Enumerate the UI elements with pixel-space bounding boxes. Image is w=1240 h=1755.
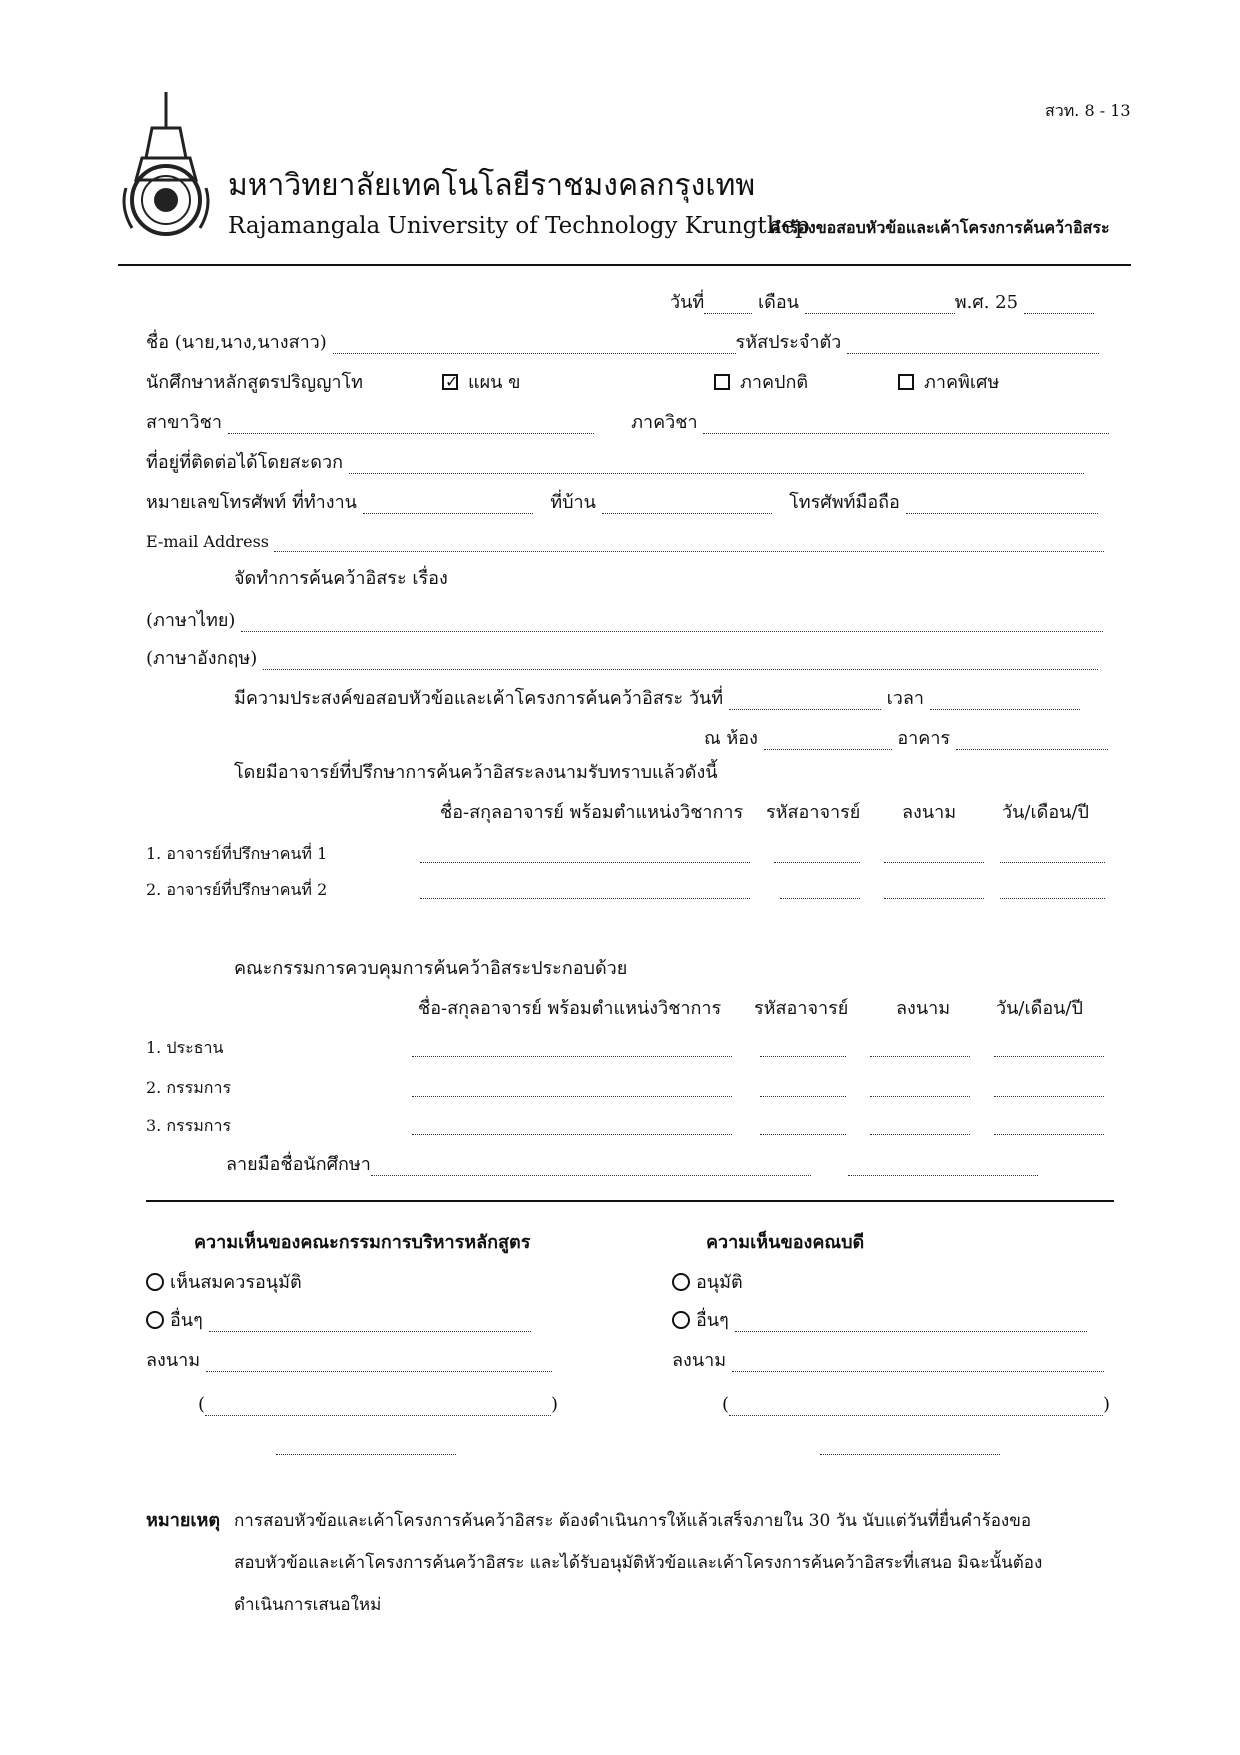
student-id-label: รหัสประจำตัว — [735, 332, 842, 353]
curriculum-committee-title: ความเห็นของคณะกรรมการบริหารหลักสูตร — [194, 1232, 531, 1253]
email-label: E-mail Address — [146, 532, 269, 551]
right-date-field[interactable] — [820, 1438, 1000, 1455]
room-label: ณ ห้อง — [704, 728, 758, 749]
note-line-2: สอบหัวข้อและเค้าโครงการค้นคว้าอิสระ และได้รับอนุมัติหัวข้อและเค้าโครงการค้นคว้าอิสระที่เสนอ มิฉะนั้นต้อง — [234, 1553, 1043, 1573]
committee-2-sign-field[interactable] — [870, 1080, 970, 1097]
regular-checkbox[interactable] — [714, 374, 730, 390]
regular-label: ภาคปกติ — [740, 372, 809, 393]
advisor-row-1: 1. อาจารย์ที่ปรึกษาคนที่ 1 — [146, 844, 328, 863]
committee-header-date: วัน/เดือน/ปี — [996, 998, 1083, 1019]
month-field[interactable] — [805, 297, 955, 314]
plan-b-option[interactable] — [442, 372, 520, 394]
right-other-radio[interactable] — [672, 1311, 690, 1329]
advisor-1-name-field[interactable] — [420, 846, 750, 863]
department-label: ภาควิชา — [631, 412, 698, 433]
name-label: ชื่อ (นาย,นาง,นางสาว) — [146, 332, 327, 353]
advisors-header-sign: ลงนาม — [902, 802, 957, 823]
right-printed-name: ( ) — [722, 1394, 1111, 1415]
date-line — [670, 292, 1094, 314]
committee-3-date-field[interactable] — [994, 1118, 1104, 1135]
student-signature-row — [226, 1154, 1038, 1176]
committee-header-name: ชื่อ-สกุลอาจารย์ พร้อมตำแหน่งวิชาการ — [418, 998, 722, 1019]
advisor-row-2: 2. อาจารย์ที่ปรึกษาคนที่ 2 — [146, 880, 328, 899]
time-label: เวลา — [886, 688, 925, 709]
left-printed-name: ( ) — [198, 1394, 559, 1415]
right-printed-name-field[interactable] — [729, 1399, 1103, 1416]
dean-title: ความเห็นของคณบดี — [706, 1232, 865, 1253]
committee-1-sign-field[interactable] — [870, 1040, 970, 1057]
university-name-english: Rajamangala University of Technology Krungthep — [228, 213, 810, 239]
committee-3-code-field[interactable] — [760, 1118, 846, 1135]
advisor-1-code-field[interactable] — [774, 846, 860, 863]
phone-row — [146, 492, 1098, 514]
left-approve-label: เห็นสมควรอนุมัติ — [170, 1272, 302, 1293]
thai-title-label: (ภาษาไทย) — [146, 610, 236, 631]
phone-mobile-field[interactable] — [906, 497, 1098, 514]
name-row — [146, 332, 1099, 354]
email-row — [146, 532, 1104, 552]
committee-2-date-field[interactable] — [994, 1080, 1104, 1097]
name-field[interactable] — [333, 337, 736, 354]
committee-3-name-field[interactable] — [412, 1118, 732, 1135]
phone-work-label: หมายเลขโทรศัพท์ ที่ทำงาน — [146, 492, 357, 513]
email-field[interactable] — [274, 535, 1104, 552]
left-approve-radio[interactable] — [146, 1273, 164, 1291]
student-id-field[interactable] — [847, 337, 1099, 354]
committee-1-date-field[interactable] — [994, 1040, 1104, 1057]
special-label: ภาคพิเศษ — [924, 372, 1000, 393]
plan-b-checkbox[interactable] — [442, 374, 458, 390]
left-sign-field[interactable] — [206, 1355, 552, 1372]
left-sign-label: ลงนาม — [146, 1350, 201, 1371]
exam-date-field[interactable] — [729, 693, 881, 710]
form-title: คำร้องขอสอบหัวข้อและเค้าโครงการค้นคว้าอิสระ — [770, 218, 1110, 237]
thai-title-row — [146, 610, 1103, 632]
advisors-header-date: วัน/เดือน/ปี — [1002, 802, 1089, 823]
left-other-field[interactable] — [209, 1315, 531, 1332]
year-field[interactable] — [1024, 297, 1094, 314]
exam-request-row — [234, 688, 1080, 710]
major-row — [146, 412, 1109, 434]
address-field[interactable] — [349, 457, 1084, 474]
right-sign-row — [672, 1350, 1104, 1372]
note-label: หมายเหตุ — [146, 1510, 221, 1531]
right-other-label: อื่นๆ — [696, 1310, 729, 1331]
room-field[interactable] — [764, 733, 892, 750]
advisors-header-name: ชื่อ-สกุลอาจารย์ พร้อมตำแหน่งวิชาการ — [440, 802, 744, 823]
special-checkbox[interactable] — [898, 374, 914, 390]
right-other-option[interactable] — [672, 1310, 1087, 1332]
advisor-2-sign-field[interactable] — [884, 882, 984, 899]
committee-row-3: 3. กรรมการ — [146, 1116, 232, 1135]
right-approve-radio[interactable] — [672, 1273, 690, 1291]
major-label: สาขาวิชา — [146, 412, 222, 433]
thai-title-field[interactable] — [241, 615, 1103, 632]
right-sign-label: ลงนาม — [672, 1350, 727, 1371]
right-approve-option[interactable] — [672, 1272, 743, 1294]
address-label: ที่อยู่ที่ติดต่อได้โดยสะดวก — [146, 452, 343, 473]
english-title-field[interactable] — [263, 653, 1098, 670]
phone-home-field[interactable] — [602, 497, 772, 514]
left-printed-name-field[interactable] — [205, 1399, 551, 1416]
advisor-2-date-field[interactable] — [1000, 882, 1105, 899]
english-title-label: (ภาษาอังกฤษ) — [146, 648, 258, 669]
form-code: สวท. 8 - 13 — [1045, 101, 1131, 120]
department-field[interactable] — [703, 417, 1109, 434]
special-option[interactable] — [898, 372, 999, 394]
committee-header-code: รหัสอาจารย์ — [754, 998, 849, 1019]
phone-mobile-label: โทรศัพท์มือถือ — [789, 492, 900, 513]
address-row — [146, 452, 1084, 474]
committee-2-code-field[interactable] — [760, 1080, 846, 1097]
right-approve-label: อนุมัติ — [696, 1272, 743, 1293]
month-label: เดือน — [758, 292, 799, 313]
time-field[interactable] — [930, 693, 1080, 710]
day-label: วันที่ — [670, 292, 705, 313]
year-label: พ.ศ. 25 — [954, 292, 1019, 313]
committee-row-1: 1. ประธาน — [146, 1038, 224, 1057]
building-field[interactable] — [956, 733, 1108, 750]
opinions-rule — [146, 1200, 1114, 1202]
major-field[interactable] — [228, 417, 594, 434]
committee-1-name-field[interactable] — [412, 1040, 732, 1057]
regular-option[interactable] — [714, 372, 808, 394]
advisors-intro: โดยมีอาจารย์ที่ปรึกษาการค้นคว้าอิสระลงนามรับทราบแล้วดังนี้ — [234, 762, 718, 783]
committee-3-sign-field[interactable] — [870, 1118, 970, 1135]
committee-2-name-field[interactable] — [412, 1080, 732, 1097]
advisor-1-date-field[interactable] — [1000, 846, 1105, 863]
right-sign-field[interactable] — [732, 1355, 1104, 1372]
right-other-field[interactable] — [735, 1315, 1087, 1332]
committee-row-2: 2. กรรมการ — [146, 1078, 232, 1097]
committee-header-sign: ลงนาม — [896, 998, 951, 1019]
phone-work-field[interactable] — [363, 497, 533, 514]
advisors-header-code: รหัสอาจารย์ — [766, 802, 861, 823]
left-date-field[interactable] — [276, 1438, 456, 1455]
left-sign-row — [146, 1350, 552, 1372]
building-label: อาคาร — [897, 728, 951, 749]
room-row — [704, 728, 1108, 750]
advisor-2-code-field[interactable] — [780, 882, 860, 899]
student-signature-label: ลายมือชื่อนักศึกษา — [226, 1154, 371, 1175]
committee-intro: คณะกรรมการควบคุมการค้นคว้าอิสระประกอบด้วย — [234, 958, 628, 979]
plan-b-label: แผน ข — [468, 372, 521, 393]
project-title-label: จัดทำการค้นคว้าอิสระ เรื่อง — [234, 568, 448, 589]
phone-home-label: ที่บ้าน — [550, 492, 596, 513]
student-signature-field[interactable] — [371, 1159, 811, 1176]
left-other-radio[interactable] — [146, 1311, 164, 1329]
student-signature-date-field[interactable] — [848, 1159, 1038, 1176]
left-other-label: อื่นๆ — [170, 1310, 203, 1331]
left-other-option[interactable] — [146, 1310, 531, 1332]
english-title-row — [146, 648, 1098, 670]
advisor-1-sign-field[interactable] — [884, 846, 984, 863]
advisor-2-name-field[interactable] — [420, 882, 750, 899]
university-logo — [118, 88, 214, 238]
left-approve-option[interactable] — [146, 1272, 302, 1294]
header-rule — [118, 264, 1131, 266]
day-field[interactable] — [704, 297, 752, 314]
committee-1-code-field[interactable] — [760, 1040, 846, 1057]
note-line-1: การสอบหัวข้อและเค้าโครงการค้นคว้าอิสระ ต้องดำเนินการให้แล้วเสร็จภายใน 30 วัน นับแต่วันที่ยื่นคำร้องขอ — [234, 1511, 1032, 1531]
note-line-3: ดำเนินการเสนอใหม่ — [234, 1595, 382, 1615]
university-name-thai: มหาวิทยาลัยเทคโนโลยีราชมงคลกรุงเทพ — [228, 168, 756, 203]
program-label: นักศึกษาหลักสูตรปริญญาโท — [146, 372, 364, 393]
exam-request-label: มีความประสงค์ขอสอบหัวข้อและเค้าโครงการค้นคว้าอิสระ วันที่ — [234, 688, 724, 709]
